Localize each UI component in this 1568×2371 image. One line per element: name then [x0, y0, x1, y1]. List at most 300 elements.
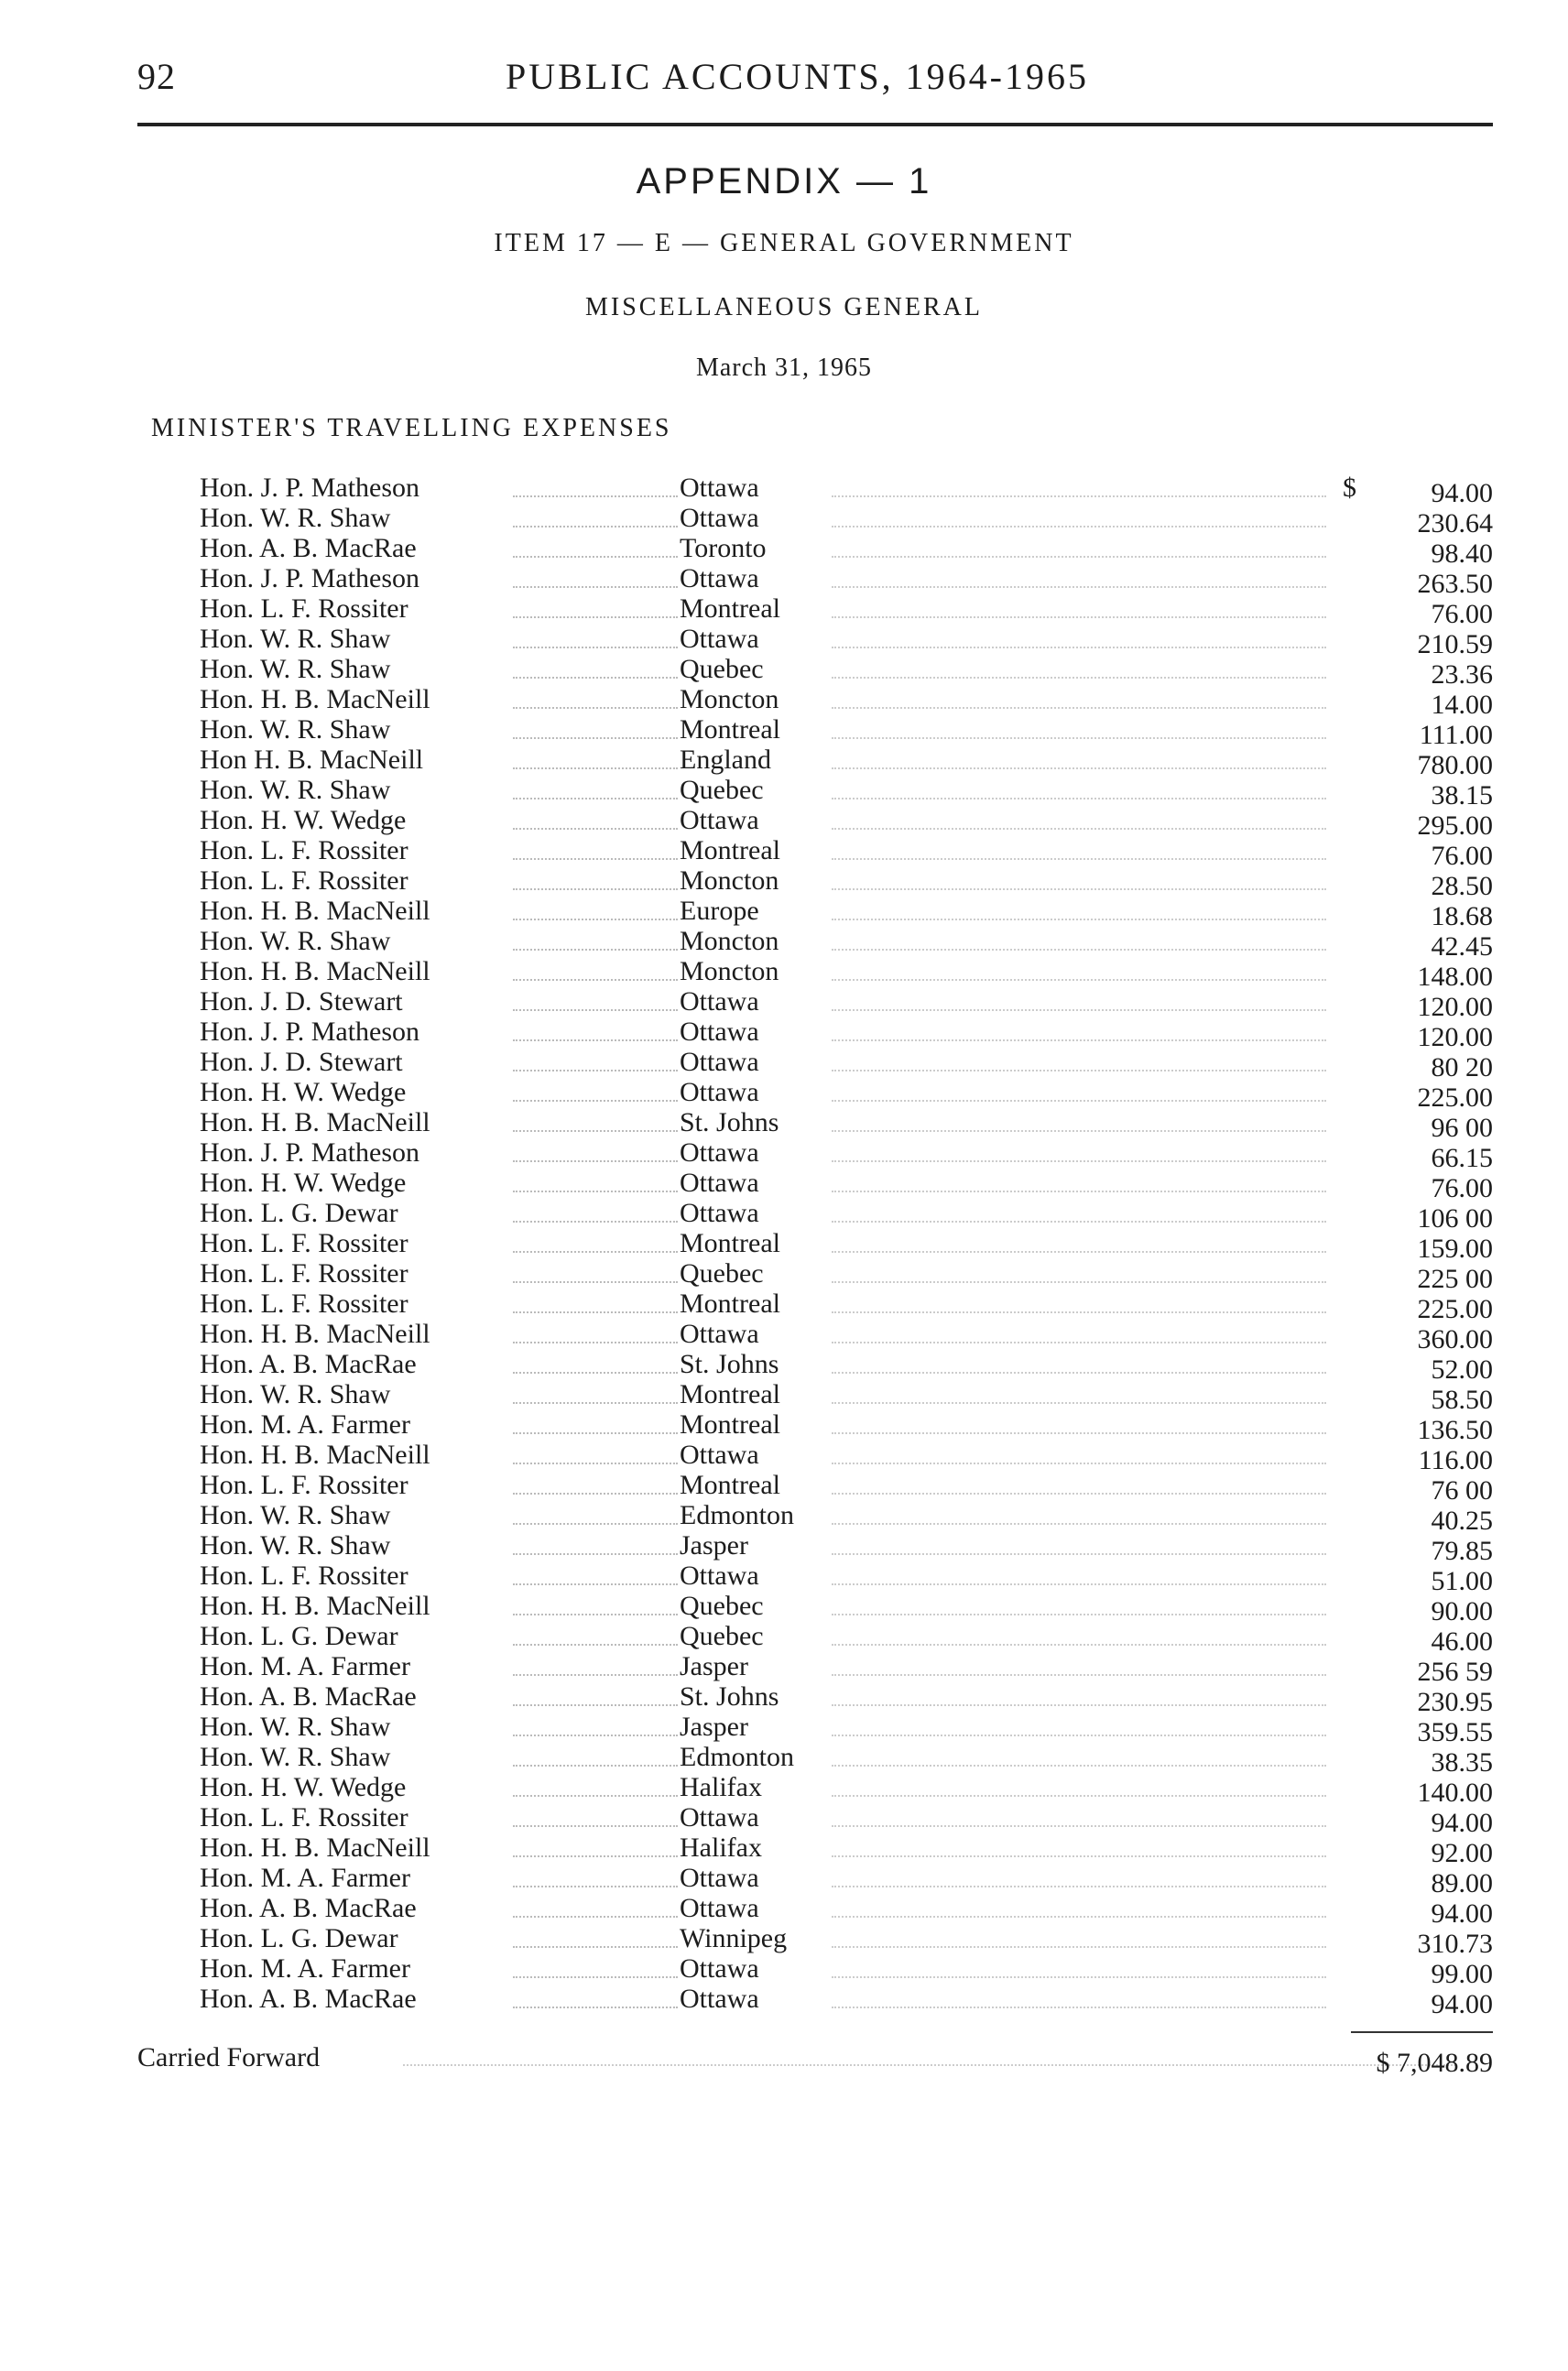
destination: Montreal — [680, 714, 780, 745]
list-item — [0, 1530, 1568, 1566]
destination: Moncton — [680, 926, 779, 956]
leader-dots — [513, 1221, 678, 1223]
list-item — [0, 896, 1568, 931]
minister-name: Hon. H. W. Wedge — [200, 1772, 407, 1802]
list-item — [0, 1802, 1568, 1838]
amount: 66.15 — [1431, 1143, 1493, 1173]
list-item — [0, 1228, 1568, 1264]
list-item — [0, 1923, 1568, 1959]
list-item — [0, 805, 1568, 841]
page-header — [137, 55, 1493, 110]
leader-dots — [513, 1825, 678, 1827]
list-item — [0, 1742, 1568, 1778]
list-item — [0, 1953, 1568, 1989]
amount: 140.00 — [1417, 1778, 1493, 1808]
amount: 256 59 — [1417, 1657, 1493, 1687]
minister-name: Hon. H. W. Wedge — [200, 1168, 407, 1198]
leader-dots — [513, 1553, 678, 1555]
leader-dots — [513, 556, 678, 558]
amount: 92.00 — [1431, 1838, 1493, 1868]
destination: Montreal — [680, 1228, 780, 1258]
leader-dots — [832, 1916, 1326, 1918]
leader-dots — [832, 1311, 1326, 1313]
amount: 359.55 — [1417, 1717, 1493, 1747]
page-number: 92 — [137, 56, 176, 97]
destination: Ottawa — [680, 1137, 759, 1168]
destination: Europe — [680, 896, 759, 926]
minister-name: Hon. J. D. Stewart — [200, 1047, 403, 1077]
leader-dots — [832, 707, 1326, 709]
list-item — [0, 1289, 1568, 1324]
destination: Ottawa — [680, 503, 759, 533]
section-heading: MINISTER'S TRAVELLING EXPENSES — [151, 414, 672, 442]
minister-name: Hon. H. B. MacNeill — [200, 1591, 430, 1621]
destination: Edmonton — [680, 1742, 794, 1772]
leader-dots — [513, 1704, 678, 1706]
amount: 99.00 — [1431, 1959, 1493, 1989]
amount: 136.50 — [1417, 1415, 1493, 1445]
leader-dots — [832, 526, 1326, 527]
destination: Ottawa — [680, 1047, 759, 1077]
amount: 18.68 — [1431, 901, 1493, 931]
leader-dots — [513, 1342, 678, 1343]
amount: 230.95 — [1417, 1687, 1493, 1717]
leader-dots — [832, 767, 1326, 769]
leader-dots — [832, 888, 1326, 890]
leader-dots — [832, 1523, 1326, 1525]
minister-name: Hon. J. P. Matheson — [200, 1137, 420, 1168]
list-item — [0, 1107, 1568, 1143]
destination: Edmonton — [680, 1500, 794, 1530]
destination: Moncton — [680, 956, 779, 986]
leader-dots — [832, 1463, 1326, 1464]
leader-dots — [513, 949, 678, 951]
leader-dots — [513, 1493, 678, 1495]
leader-dots — [832, 1765, 1326, 1767]
leader-dots — [832, 1281, 1326, 1283]
amount: 94.00 — [1431, 478, 1493, 508]
leader-dots — [513, 677, 678, 679]
leader-dots — [832, 1946, 1326, 1948]
destination: Halifax — [680, 1772, 762, 1802]
amount: 225.00 — [1417, 1082, 1493, 1113]
list-item — [0, 1017, 1568, 1052]
leader-dots — [513, 919, 678, 920]
leader-dots — [832, 1583, 1326, 1585]
destination: Jasper — [680, 1712, 748, 1742]
destination: Montreal — [680, 1470, 780, 1500]
minister-name: Hon. L. F. Rossiter — [200, 593, 408, 624]
leader-dots — [513, 1765, 678, 1767]
amount: 96 00 — [1431, 1113, 1493, 1143]
leader-dots — [513, 1402, 678, 1404]
leader-dots — [832, 1614, 1326, 1615]
list-item — [0, 714, 1568, 750]
item-heading: ITEM 17 — E — GENERAL GOVERNMENT — [494, 229, 1074, 257]
list-item — [0, 1470, 1568, 1506]
list-item — [0, 1621, 1568, 1657]
leader-dots — [513, 1281, 678, 1283]
destination: Moncton — [680, 865, 779, 896]
leader-dots — [832, 1735, 1326, 1736]
leader-dots — [513, 1009, 678, 1011]
amount: 14.00 — [1431, 690, 1493, 720]
list-item — [0, 1440, 1568, 1475]
list-item — [0, 473, 1568, 508]
leader-dots — [513, 1039, 678, 1041]
minister-name: Hon. H. B. MacNeill — [200, 1319, 430, 1349]
list-item — [0, 926, 1568, 962]
amount: 98.40 — [1431, 538, 1493, 569]
destination: St. Johns — [680, 1349, 779, 1379]
amount: 42.45 — [1431, 931, 1493, 962]
leader-dots — [513, 1674, 678, 1676]
list-item — [0, 1712, 1568, 1747]
running-title: PUBLIC ACCOUNTS, 1964-1965 — [506, 56, 1089, 97]
leader-dots — [513, 1795, 678, 1797]
list-item — [0, 956, 1568, 992]
amount: 310.73 — [1417, 1929, 1493, 1959]
destination: Ottawa — [680, 1077, 759, 1107]
destination: Toronto — [680, 533, 767, 563]
list-item — [0, 1984, 1568, 2019]
amount: 225.00 — [1417, 1294, 1493, 1324]
leader-dots — [513, 1523, 678, 1525]
minister-name: Hon H. B. MacNeill — [200, 745, 424, 775]
leader-dots — [832, 677, 1326, 679]
list-item — [0, 1772, 1568, 1808]
leader-dots — [832, 737, 1326, 739]
leader-dots — [832, 828, 1326, 830]
leader-dots — [513, 526, 678, 527]
amount: 52.00 — [1431, 1354, 1493, 1385]
minister-name: Hon. L. F. Rossiter — [200, 1258, 408, 1289]
minister-name: Hon. L. F. Rossiter — [200, 1802, 408, 1833]
leader-dots — [832, 1039, 1326, 1041]
amount: 76.00 — [1431, 1173, 1493, 1203]
leader-dots — [832, 1432, 1326, 1434]
amount: 230.64 — [1417, 508, 1493, 538]
list-item — [0, 1591, 1568, 1626]
destination: Montreal — [680, 835, 780, 865]
list-item — [0, 1349, 1568, 1385]
amount: 210.59 — [1417, 629, 1493, 659]
header-rule — [137, 123, 1493, 126]
leader-dots — [513, 1100, 678, 1102]
minister-name: Hon. W. R. Shaw — [200, 1379, 391, 1409]
leader-dots — [832, 1825, 1326, 1827]
leader-dots — [513, 586, 678, 588]
minister-name: Hon. W. R. Shaw — [200, 624, 391, 654]
destination: Quebec — [680, 1591, 764, 1621]
minister-name: Hon. L. F. Rossiter — [200, 1289, 408, 1319]
leader-dots — [832, 919, 1326, 920]
list-item — [0, 1409, 1568, 1445]
leader-dots — [513, 1432, 678, 1434]
destination: Halifax — [680, 1833, 762, 1863]
leader-dots — [513, 1191, 678, 1192]
destination: Quebec — [680, 1258, 764, 1289]
leader-dots — [513, 1916, 678, 1918]
carried-forward-row — [137, 2042, 1493, 2079]
leader-dots — [832, 1704, 1326, 1706]
amount: 111.00 — [1419, 720, 1493, 750]
list-item — [0, 1833, 1568, 1868]
destination: Ottawa — [680, 1863, 759, 1893]
leader-dots — [832, 1009, 1326, 1011]
destination: Ottawa — [680, 805, 759, 835]
leader-dots — [513, 1311, 678, 1313]
list-item — [0, 503, 1568, 538]
minister-name: Hon. A. B. MacRae — [200, 1349, 417, 1379]
minister-name: Hon. J. P. Matheson — [200, 473, 420, 503]
amount: 94.00 — [1431, 1898, 1493, 1929]
subheading: MISCELLANEOUS GENERAL — [585, 293, 983, 321]
minister-name: Hon. M. A. Farmer — [200, 1863, 410, 1893]
minister-name: Hon. W. R. Shaw — [200, 1712, 391, 1742]
leader-dots — [832, 1251, 1326, 1253]
amount: 76 00 — [1431, 1475, 1493, 1506]
amount: 225 00 — [1417, 1264, 1493, 1294]
minister-name: Hon. H. B. MacNeill — [200, 684, 430, 714]
leader-dots — [403, 2064, 1456, 2066]
amount: 23.36 — [1431, 659, 1493, 690]
minister-name: Hon. L. F. Rossiter — [200, 1228, 408, 1258]
amount: 120.00 — [1417, 1022, 1493, 1052]
leader-dots — [832, 586, 1326, 588]
destination: Ottawa — [680, 1017, 759, 1047]
leader-dots — [513, 1463, 678, 1464]
minister-name: Hon. A. B. MacRae — [200, 533, 417, 563]
leader-dots — [513, 828, 678, 830]
amount: 28.50 — [1431, 871, 1493, 901]
destination: Ottawa — [680, 1984, 759, 2014]
leader-dots — [513, 1372, 678, 1374]
amount: 106 00 — [1417, 1203, 1493, 1234]
amount: 51.00 — [1431, 1566, 1493, 1596]
leader-dots — [832, 1493, 1326, 1495]
amount: 780.00 — [1417, 750, 1493, 780]
amount: 120.00 — [1417, 992, 1493, 1022]
amount: 89.00 — [1431, 1868, 1493, 1898]
leader-dots — [832, 616, 1326, 618]
list-item — [0, 684, 1568, 720]
leader-dots — [513, 647, 678, 648]
list-item — [0, 533, 1568, 569]
leader-dots — [513, 1886, 678, 1887]
leader-dots — [513, 1735, 678, 1736]
leader-dots — [513, 1644, 678, 1646]
minister-name: Hon. W. R. Shaw — [200, 654, 391, 684]
leader-dots — [832, 1674, 1326, 1676]
amount: 38.35 — [1431, 1747, 1493, 1778]
minister-name: Hon. W. R. Shaw — [200, 503, 391, 533]
minister-name: Hon. H. B. MacNeill — [200, 896, 430, 926]
minister-name: Hon. H. W. Wedge — [200, 1077, 407, 1107]
amount: 159.00 — [1417, 1234, 1493, 1264]
leader-dots — [832, 1372, 1326, 1374]
destination: St. Johns — [680, 1681, 779, 1712]
leader-dots — [832, 1553, 1326, 1555]
leader-dots — [513, 1855, 678, 1857]
leader-dots — [513, 979, 678, 981]
destination: Ottawa — [680, 1198, 759, 1228]
list-item — [0, 1893, 1568, 1929]
destination: St. Johns — [680, 1107, 779, 1137]
leader-dots — [513, 616, 678, 618]
leader-dots — [832, 556, 1326, 558]
list-item — [0, 1168, 1568, 1203]
leader-dots — [832, 1886, 1326, 1887]
minister-name: Hon. W. R. Shaw — [200, 1530, 391, 1561]
leader-dots — [513, 2007, 678, 2008]
leader-dots — [832, 979, 1326, 981]
list-item — [0, 624, 1568, 659]
minister-name: Hon. M. A. Farmer — [200, 1651, 410, 1681]
carried-forward-total: $ 7,048.89 — [1376, 2048, 1493, 2078]
leader-dots — [832, 1130, 1326, 1132]
leader-dots — [832, 1160, 1326, 1162]
leader-dots — [832, 1402, 1326, 1404]
minister-name: Hon. L. G. Dewar — [200, 1198, 398, 1228]
amount: 90.00 — [1431, 1596, 1493, 1626]
leader-dots — [832, 1342, 1326, 1343]
destination: Ottawa — [680, 1319, 759, 1349]
minister-name: Hon. L. F. Rossiter — [200, 1561, 408, 1591]
amount: 94.00 — [1431, 1808, 1493, 1838]
destination: Jasper — [680, 1651, 748, 1681]
leader-dots — [513, 767, 678, 769]
leader-dots — [832, 1644, 1326, 1646]
leader-dots — [832, 858, 1326, 860]
leader-dots — [832, 647, 1326, 648]
amount: 148.00 — [1417, 962, 1493, 992]
leader-dots — [832, 1855, 1326, 1857]
list-item — [0, 835, 1568, 871]
minister-name: Hon. L. G. Dewar — [200, 1923, 398, 1953]
list-item — [0, 1379, 1568, 1415]
leader-dots — [513, 737, 678, 739]
leader-dots — [513, 888, 678, 890]
destination: Ottawa — [680, 473, 759, 503]
list-item — [0, 1561, 1568, 1596]
list-item — [0, 654, 1568, 690]
destination: Montreal — [680, 1379, 780, 1409]
destination: England — [680, 745, 771, 775]
amount: 46.00 — [1431, 1626, 1493, 1657]
destination: Ottawa — [680, 1802, 759, 1833]
leader-dots — [513, 1614, 678, 1615]
minister-name: Hon. W. R. Shaw — [200, 1742, 391, 1772]
destination: Ottawa — [680, 1561, 759, 1591]
leader-dots — [513, 1160, 678, 1162]
amount: 76.00 — [1431, 599, 1493, 629]
destination: Ottawa — [680, 1168, 759, 1198]
leader-dots — [513, 1251, 678, 1253]
destination: Ottawa — [680, 1953, 759, 1984]
carried-forward-label: Carried Forward — [137, 2042, 321, 2072]
destination: Winnipeg — [680, 1923, 788, 1953]
list-item — [0, 1863, 1568, 1898]
leader-dots — [832, 1221, 1326, 1223]
amount: 263.50 — [1417, 569, 1493, 599]
amount: 116.00 — [1418, 1445, 1493, 1475]
destination: Ottawa — [680, 1440, 759, 1470]
list-item — [0, 775, 1568, 810]
destination: Quebec — [680, 1621, 764, 1651]
list-item — [0, 865, 1568, 901]
amount: 38.15 — [1431, 780, 1493, 810]
leader-dots — [513, 858, 678, 860]
destination: Quebec — [680, 775, 764, 805]
date-line: March 31, 1965 — [695, 353, 873, 382]
leader-dots — [513, 707, 678, 709]
destination: Montreal — [680, 1409, 780, 1440]
list-item — [0, 563, 1568, 599]
list-item — [0, 1077, 1568, 1113]
amount: 79.85 — [1431, 1536, 1493, 1566]
leader-dots — [832, 798, 1326, 799]
minister-name: Hon. A. B. MacRae — [200, 1681, 417, 1712]
leader-dots — [832, 2007, 1326, 2008]
list-item — [0, 1047, 1568, 1082]
leader-dots — [513, 495, 678, 497]
minister-name: Hon. L. F. Rossiter — [200, 1470, 408, 1500]
destination: Montreal — [680, 593, 780, 624]
leader-dots — [832, 495, 1326, 497]
leader-dots — [832, 949, 1326, 951]
leader-dots — [832, 1100, 1326, 1102]
amount: 80 20 — [1431, 1052, 1493, 1082]
minister-name: Hon. H. B. MacNeill — [200, 1107, 430, 1137]
destination: Ottawa — [680, 563, 759, 593]
minister-name: Hon. H. W. Wedge — [200, 805, 407, 835]
leader-dots — [832, 1191, 1326, 1192]
minister-name: Hon. W. R. Shaw — [200, 775, 391, 805]
minister-name: Hon. W. R. Shaw — [200, 714, 391, 745]
leader-dots — [513, 1583, 678, 1585]
amount: 295.00 — [1417, 810, 1493, 841]
leader-dots — [513, 1976, 678, 1978]
leader-dots — [832, 1795, 1326, 1797]
total-rule — [1351, 2031, 1493, 2033]
minister-name: Hon. J. P. Matheson — [200, 563, 420, 593]
minister-name: Hon. H. B. MacNeill — [200, 1833, 430, 1863]
amount: 58.50 — [1431, 1385, 1493, 1415]
minister-name: Hon. H. B. MacNeill — [200, 1440, 430, 1470]
minister-name: Hon. A. B. MacRae — [200, 1893, 417, 1923]
list-item — [0, 1681, 1568, 1717]
minister-name: Hon. M. A. Farmer — [200, 1953, 410, 1984]
minister-name: Hon. L. F. Rossiter — [200, 865, 408, 896]
minister-name: Hon. J. D. Stewart — [200, 986, 403, 1017]
leader-dots — [513, 798, 678, 799]
minister-name: Hon. A. B. MacRae — [200, 1984, 417, 2014]
list-item — [0, 986, 1568, 1022]
expense-list — [0, 473, 1568, 2019]
destination: Ottawa — [680, 1893, 759, 1923]
list-item — [0, 593, 1568, 629]
destination: Quebec — [680, 654, 764, 684]
amount: 360.00 — [1417, 1324, 1493, 1354]
appendix-title: APPENDIX — 1 — [636, 161, 932, 201]
leader-dots — [832, 1976, 1326, 1978]
minister-name: Hon. J. P. Matheson — [200, 1017, 420, 1047]
list-item — [0, 1319, 1568, 1354]
minister-name: Hon. M. A. Farmer — [200, 1409, 410, 1440]
minister-name: Hon. W. R. Shaw — [200, 1500, 391, 1530]
list-item — [0, 1198, 1568, 1234]
